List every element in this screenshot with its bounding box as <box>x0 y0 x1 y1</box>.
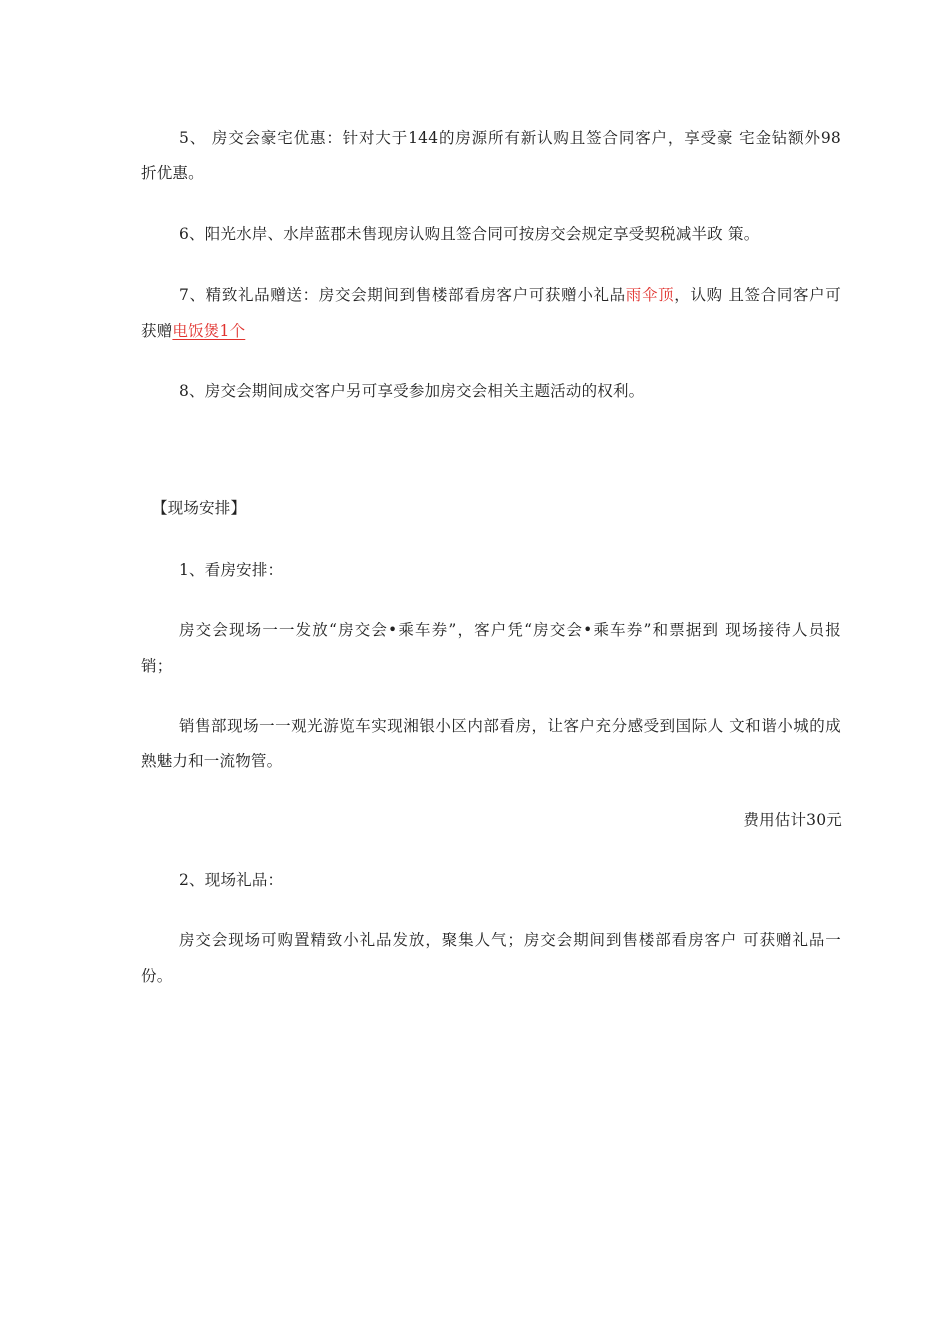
item-7-text-prefix: 7、精致礼品赠送：房交会期间到售楼部看房客户可获赠小礼品 <box>179 286 626 304</box>
item-7-gift-umbrella: 雨伞顶 <box>625 286 675 304</box>
item-7-text-suffix: ，认购 且签合同客户可 <box>674 286 841 304</box>
sub-2-para-1-line-2: 份。 <box>141 967 173 985</box>
sub-1-title: 1、看房安排： <box>179 561 284 579</box>
sub-1-para-1-line-1: 房交会现场一一发放“房交会•乘车券”，客户凭“房交会•乘车券”和票据到 现场接待人员报 <box>179 621 841 639</box>
sub-1-para-2-line-2: 熟魅力和一流物管。 <box>141 752 283 770</box>
sub-2-para-1-line-1: 房交会现场可购置精致小礼品发放，聚集人气；房交会期间到售楼部看房客户 可获赠礼品一 <box>179 931 841 949</box>
item-5-line-2: 折优惠。 <box>141 164 204 182</box>
item-8-line-1: 8、房交会期间成交客户另可享受参加房交会相关主题活动的权利。 <box>179 382 645 400</box>
section-heading: 【现场安排】 <box>152 499 247 517</box>
item-7-line-1 <box>179 285 841 305</box>
sub-1-para-1-line-2: 销； <box>141 657 173 675</box>
item-7-line-2-prefix: 获赠 <box>141 322 173 340</box>
item-6-line-1: 6、阳光水岸、水岸蓝郡未售现房认购且签合同可按房交会规定享受契税减半政 策。 <box>179 225 760 243</box>
cost-estimate: 费用估计30元 <box>743 811 842 829</box>
item-5-line-1: 5、 房交会豪宅优惠：针对大于144的房源所有新认购且签合同客户，享受豪 宅金钻额外98 <box>179 129 841 147</box>
item-7-gift-rice-cooker: 电饭煲1个 <box>172 322 246 340</box>
item-7-line-2 <box>141 321 245 341</box>
sub-1-para-2-line-1: 销售部现场一一观光游览车实现湘银小区内部看房，让客户充分感受到国际人 文和谐小城的成 <box>179 717 841 735</box>
sub-2-title: 2、现场礼品： <box>179 871 284 889</box>
